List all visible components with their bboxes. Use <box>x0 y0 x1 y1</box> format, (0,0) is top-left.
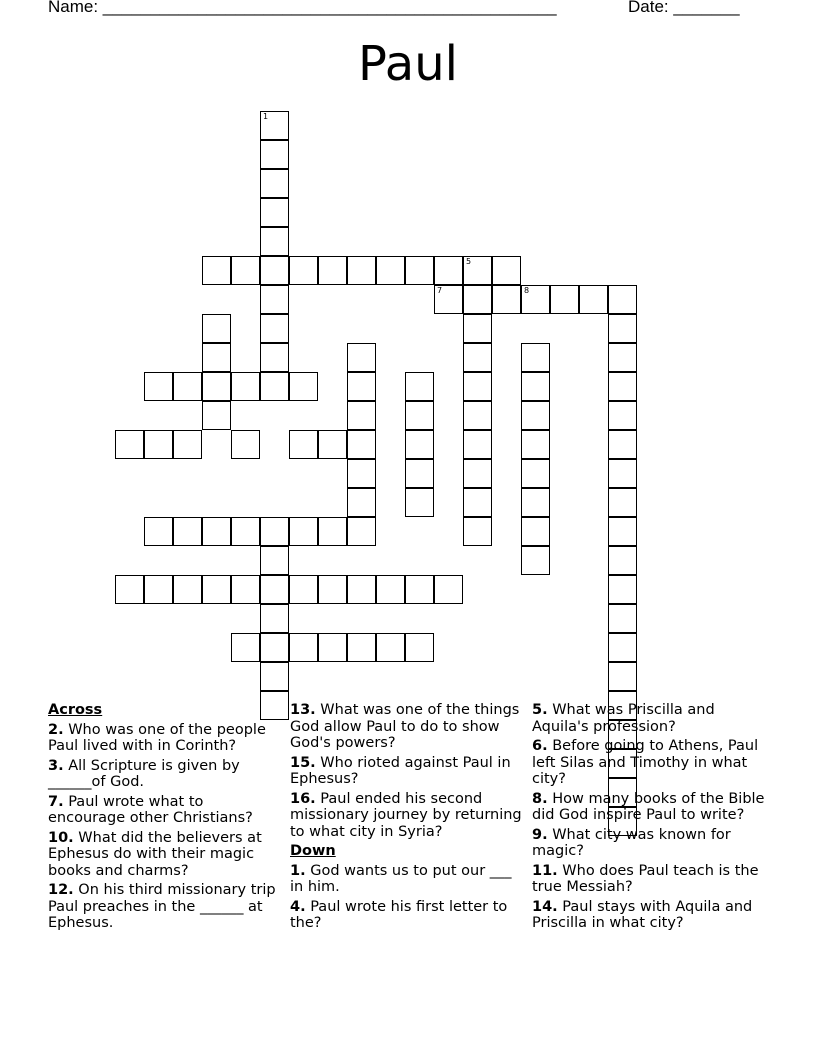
crossword-cell[interactable] <box>144 575 173 604</box>
clue-item-text: God wants us to put our ___ in him. <box>290 862 512 895</box>
crossword-cell[interactable] <box>405 575 434 604</box>
crossword-cell[interactable] <box>260 372 289 401</box>
clue-item-text: Paul ended his second missionary journey by returning to what city in Syria? <box>290 790 522 840</box>
crossword-cell[interactable] <box>260 662 289 691</box>
clue-item-number: 10. <box>48 829 74 846</box>
crossword-cell[interactable] <box>521 343 550 372</box>
crossword-cell[interactable] <box>463 459 492 488</box>
crossword-cell[interactable] <box>463 343 492 372</box>
crossword-cell[interactable] <box>347 372 376 401</box>
clue-item-text: All Scripture is given by ______of God. <box>48 757 240 790</box>
crossword-cell[interactable] <box>202 575 231 604</box>
clue-item-number: 4. <box>290 898 306 915</box>
across-heading: Across <box>48 702 103 718</box>
clue-number: 7 <box>437 286 443 295</box>
crossword-cell[interactable] <box>463 430 492 459</box>
crossword-cell[interactable] <box>347 459 376 488</box>
crossword-cell[interactable] <box>376 575 405 604</box>
crossword-cell[interactable] <box>492 285 521 314</box>
crossword-cell[interactable] <box>405 401 434 430</box>
clue-item-number: 14. <box>532 898 558 915</box>
crossword-cell[interactable] <box>202 256 231 285</box>
crossword-cell[interactable] <box>144 372 173 401</box>
crossword-cell[interactable] <box>463 488 492 517</box>
crossword-cell[interactable] <box>115 430 144 459</box>
crossword-cell[interactable] <box>260 517 289 546</box>
crossword-cell[interactable] <box>144 430 173 459</box>
crossword-cell[interactable] <box>463 401 492 430</box>
crossword-cell[interactable] <box>405 256 434 285</box>
crossword-cell[interactable] <box>173 430 202 459</box>
crossword-cell[interactable] <box>608 662 637 691</box>
clue-item-text: Paul wrote what to encourage other Christians? <box>48 793 253 826</box>
clue-item <box>532 791 768 824</box>
clues-column-2 <box>290 702 526 935</box>
crossword-cell[interactable] <box>260 140 289 169</box>
crossword-cell[interactable] <box>289 575 318 604</box>
crossword-cell[interactable] <box>463 314 492 343</box>
clue-item-number: 3. <box>48 757 64 774</box>
crossword-cell[interactable] <box>231 575 260 604</box>
crossword-cell[interactable] <box>289 430 318 459</box>
crossword-cell[interactable] <box>608 575 637 604</box>
crossword-cell[interactable] <box>202 401 231 430</box>
crossword-cell[interactable] <box>492 256 521 285</box>
clue-item-number: 2. <box>48 721 64 738</box>
crossword-cell[interactable] <box>521 459 550 488</box>
clue-item <box>532 899 768 932</box>
crossword-cell[interactable] <box>231 633 260 662</box>
clue-item <box>48 758 282 791</box>
clue-number: 5 <box>466 257 472 266</box>
crossword-cell[interactable] <box>608 517 637 546</box>
crossword-cell[interactable] <box>608 633 637 662</box>
clue-item-text: On his third missionary trip Paul preaches in the ______ at Ephesus. <box>48 882 276 931</box>
clue-item-text: What was Priscilla and Aquila's profession? <box>532 702 715 735</box>
crossword-cell[interactable] <box>405 459 434 488</box>
crossword-cell[interactable] <box>434 575 463 604</box>
crossword-cell[interactable] <box>144 517 173 546</box>
crossword-cell[interactable] <box>231 517 260 546</box>
clue-item <box>48 882 282 932</box>
crossword-cell[interactable] <box>521 372 550 401</box>
clue-item-text: Who rioted against Paul in Ephesus? <box>290 754 511 787</box>
clue-item <box>532 827 768 860</box>
crossword-cell[interactable] <box>608 430 637 459</box>
crossword-cell[interactable] <box>173 517 202 546</box>
crossword-cell[interactable] <box>260 227 289 256</box>
clue-item-text: Paul wrote his first letter to the? <box>290 898 508 931</box>
crossword-cell[interactable] <box>463 256 492 285</box>
crossword-cell[interactable] <box>376 633 405 662</box>
crossword-cell[interactable] <box>347 430 376 459</box>
crossword-cell[interactable] <box>376 256 405 285</box>
crossword-cell[interactable] <box>608 488 637 517</box>
clue-item <box>532 702 768 735</box>
clue-item-number: 7. <box>48 793 64 810</box>
crossword-cell[interactable] <box>521 546 550 575</box>
clue-item <box>48 830 282 880</box>
page-title: Paul <box>358 36 458 92</box>
crossword-cell[interactable] <box>608 372 637 401</box>
crossword-cell[interactable] <box>289 256 318 285</box>
crossword-cell[interactable] <box>347 575 376 604</box>
clue-item-text: What city was known for magic? <box>532 826 731 859</box>
clue-number: 8 <box>524 286 530 295</box>
crossword-cell[interactable] <box>579 285 608 314</box>
crossword-cell[interactable] <box>115 575 144 604</box>
crossword-cell[interactable] <box>289 633 318 662</box>
crossword-cell[interactable] <box>260 285 289 314</box>
crossword-cell[interactable] <box>202 343 231 372</box>
down-heading: Down <box>290 843 336 859</box>
clue-number: 1 <box>263 112 269 121</box>
crossword-cell[interactable] <box>260 314 289 343</box>
crossword-cell[interactable] <box>550 285 579 314</box>
clue-item <box>532 738 768 788</box>
crossword-cell[interactable] <box>463 517 492 546</box>
crossword-cell[interactable] <box>405 430 434 459</box>
clue-item-number: 15. <box>290 754 316 771</box>
clue-item-number: 6. <box>532 738 548 754</box>
crossword-cell[interactable] <box>173 372 202 401</box>
clue-item <box>290 899 526 932</box>
crossword-cell[interactable] <box>608 401 637 430</box>
crossword-cell[interactable] <box>347 517 376 546</box>
crossword-cell[interactable] <box>608 285 637 314</box>
crossword-cell[interactable] <box>347 488 376 517</box>
crossword-cell[interactable] <box>202 314 231 343</box>
clue-item-text: What was one of the things God allow Paul to do to show God's powers? <box>290 702 520 751</box>
crossword-cell[interactable] <box>173 575 202 604</box>
crossword-cell[interactable] <box>318 256 347 285</box>
clue-item-number: 13. <box>290 702 316 718</box>
clue-item-number: 5. <box>532 702 548 718</box>
clue-item-number: 9. <box>532 826 548 843</box>
crossword-cell[interactable] <box>231 372 260 401</box>
crossword-cell[interactable] <box>260 575 289 604</box>
crossword-cell[interactable] <box>318 633 347 662</box>
crossword-cell[interactable] <box>521 488 550 517</box>
crossword-cell[interactable] <box>347 256 376 285</box>
clue-item-number: 8. <box>532 790 548 807</box>
clue-item-text: Before going to Athens, Paul left Silas and Timothy in what city? <box>532 738 759 787</box>
crossword-cell[interactable] <box>289 517 318 546</box>
crossword-cell[interactable] <box>608 604 637 633</box>
crossword-cell[interactable] <box>463 372 492 401</box>
crossword-cell[interactable] <box>202 517 231 546</box>
crossword-cell[interactable] <box>260 111 289 140</box>
crossword-cell[interactable] <box>260 198 289 227</box>
crossword-cell[interactable] <box>434 285 463 314</box>
crossword-cell[interactable] <box>521 285 550 314</box>
crossword-cell[interactable] <box>318 517 347 546</box>
clue-item <box>48 794 282 827</box>
crossword-cell[interactable] <box>521 430 550 459</box>
crossword-cell[interactable] <box>260 546 289 575</box>
crossword-cell[interactable] <box>405 372 434 401</box>
crossword-cell[interactable] <box>608 459 637 488</box>
crossword-cell[interactable] <box>405 488 434 517</box>
clue-item-number: 16. <box>290 790 316 807</box>
name-field: Name: ________________________________________________ <box>48 0 557 16</box>
clue-item <box>290 863 526 896</box>
clue-item-number: 11. <box>532 862 558 879</box>
crossword-cell[interactable] <box>318 575 347 604</box>
crossword-cell[interactable] <box>608 546 637 575</box>
clue-item-number: 12. <box>48 882 74 898</box>
clues-column-3 <box>532 702 768 935</box>
crossword-cell[interactable] <box>260 633 289 662</box>
clue-item <box>290 791 526 841</box>
crossword-cell[interactable] <box>608 314 637 343</box>
clue-item <box>290 702 526 752</box>
date-field: Date: _______ <box>628 0 740 16</box>
crossword-cell[interactable] <box>521 517 550 546</box>
clue-item <box>290 755 526 788</box>
clue-item <box>532 863 768 896</box>
clue-item-number: 1. <box>290 862 306 879</box>
crossword-cell[interactable] <box>405 633 434 662</box>
crossword-cell[interactable] <box>260 343 289 372</box>
crossword-cell[interactable] <box>347 401 376 430</box>
clue-item-text: Paul stays with Aquila and Priscilla in what city? <box>532 898 753 931</box>
crossword-cell[interactable] <box>521 401 550 430</box>
crossword-cell[interactable] <box>260 169 289 198</box>
crossword-cell[interactable] <box>231 430 260 459</box>
crossword-cell[interactable] <box>202 372 231 401</box>
clue-item <box>48 722 282 755</box>
crossword-cell[interactable] <box>608 343 637 372</box>
clue-item-text: Who does Paul teach is the true Messiah? <box>532 862 759 895</box>
crossword-cell[interactable] <box>318 430 347 459</box>
crossword-cell[interactable] <box>260 604 289 633</box>
crossword-cell[interactable] <box>231 256 260 285</box>
crossword-cell[interactable] <box>434 256 463 285</box>
crossword-cell[interactable] <box>289 372 318 401</box>
clue-item-text: What did the believers at Ephesus do with their magic books and charms? <box>48 829 262 879</box>
crossword-cell[interactable] <box>347 343 376 372</box>
crossword-cell[interactable] <box>463 285 492 314</box>
crossword-cell[interactable] <box>347 633 376 662</box>
clues-column-1 <box>48 702 282 935</box>
crossword-cell[interactable] <box>260 256 289 285</box>
clue-item-text: Who was one of the people Paul lived with in Corinth? <box>48 721 266 754</box>
clue-item-text: How many books of the Bible did God inspire Paul to write? <box>532 790 765 823</box>
